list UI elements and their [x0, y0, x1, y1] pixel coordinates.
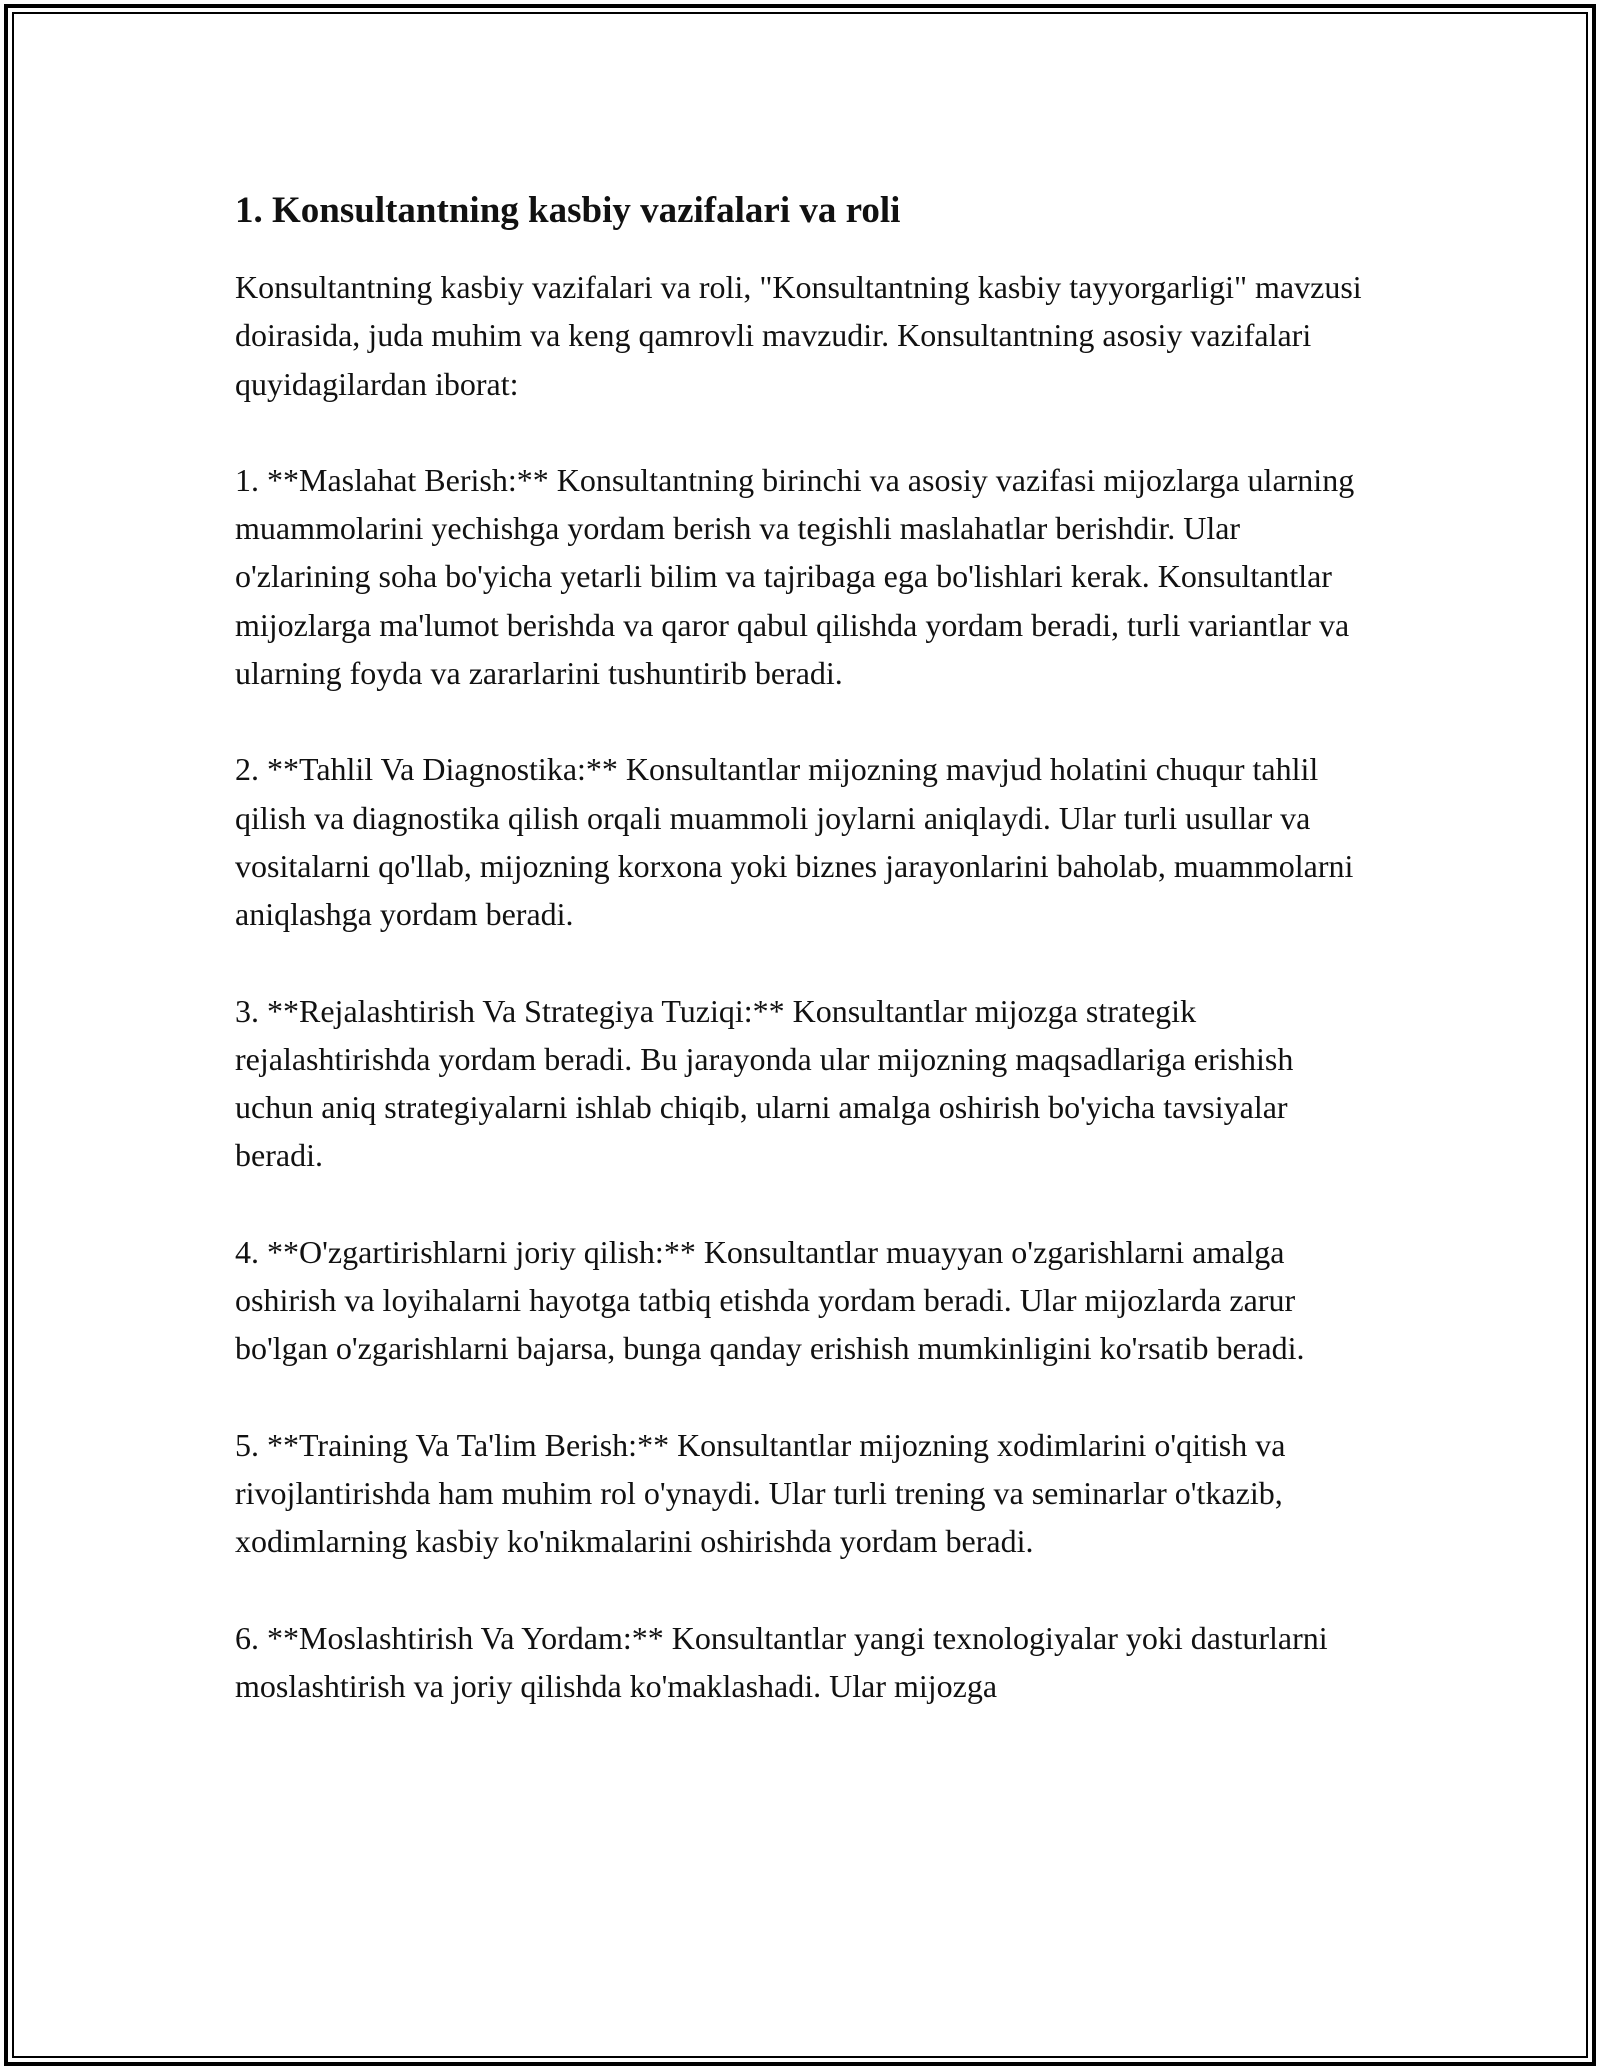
paragraph-moslashtirish-yordam: 6. **Moslashtirish Va Yordam:** Konsultantlar yangi texnologiyalar yoki dasturlarni moslashtirish va joriy qilishda ko'maklashadi. Ular mijozga	[235, 1619, 1328, 1704]
paragraph-maslahat-berish: 1. **Maslahat Berish:** Konsultantning birinchi va asosiy vazifasi mijozlarga ularning muammolarini yechishga yordam berish va tegishli maslahatlar berishdir. Ular o'zlarining soha bo'yicha yetarli bilim va tajribaga ega bo'lishlari kerak. Konsultantlar mijozlarga ma'lumot berishda va qaror qabul qilishda yordam beradi, turli variantlar va ularning foyda va zararlarini tushuntirib beradi.	[235, 461, 1355, 692]
paragraph-tahlil-diagnostika: 2. **Tahlil Va Diagnostika:** Konsultantlar mijozning mavjud holatini chuqur tahlil qilish va diagnostika qilish orqali muammoli joylarni aniqlaydi. Ular turli usullar va vositalarni qo'llab, mijozning korxona yoki biznes jarayonlarini baholab, muammolarni aniqlashga yordam beradi.	[235, 751, 1354, 933]
paragraph-ozgartirishlar: 4. **O'zgartirishlarni joriy qilish:** Konsultantlar muayyan o'zgarishlarni amalga oshirish va loyihalarni hayotga tatbiq etishda yordam beradi. Ular mijozlarda zarur bo'lgan o'zgarishlarni bajarsa, bunga qanday erishish mumkinligini ko'rsatib beradi.	[235, 1233, 1305, 1367]
paragraph-training-talim: 5. **Training Va Ta'lim Berish:** Konsultantlar mijozning xodimlarini o'qitish va rivojlantirishda ham muhim rol o'ynaydi. Ular turli trening va seminarlar o'tkazib, xodimlarning kasbiy ko'nikmalarini oshirishda yordam beradi.	[235, 1426, 1286, 1560]
intro-paragraph: Konsultantning kasbiy vazifalari va roli, "Konsultantning kasbiy tayyorgarligi" mavzusi doirasida, juda muhim va keng qamrovli mavzudir. Konsultantning asosiy vazifalari quyidagilardan iborat:	[235, 269, 1362, 402]
section-heading: 1. Konsultantning kasbiy vazifalari va roli	[235, 190, 901, 231]
document-body	[235, 186, 1375, 1758]
paragraph-rejalashtirish-strategiya: 3. **Rejalashtirish Va Strategiya Tuziqi:** Konsultantlar mijozga strategik rejalashtirishda yordam beradi. Bu jarayonda ular mijozning maqsadlariga erishish uchun aniq strategiyalarni ishlab chiqib, ularni amalga oshirish bo'yicha tavsiyalar beradi.	[235, 992, 1294, 1174]
